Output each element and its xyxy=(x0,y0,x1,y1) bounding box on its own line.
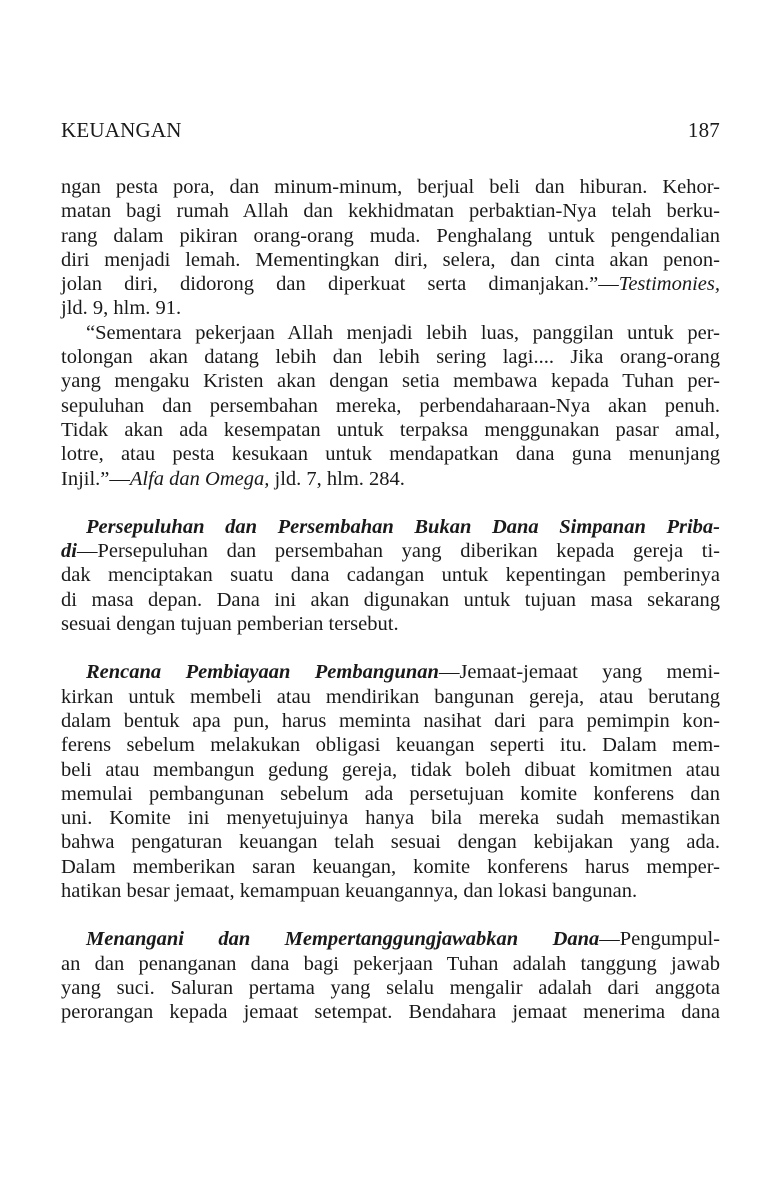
text-line xyxy=(61,272,720,296)
text-line xyxy=(61,660,720,684)
text-line: sepuluhan dan persembahan mereka, perbendaharaan-Nya akan penuh. xyxy=(61,394,720,417)
text-line: yang mengaku Kristen akan dengan setia membawa kepada Tuhan per- xyxy=(61,370,720,393)
text-line: “Sementara pekerjaan Allah menjadi lebih luas, panggilan untuk per- xyxy=(86,321,720,344)
quote-paragraph xyxy=(61,321,720,491)
section-heading: Persepuluhan dan Persembahan Bukan Dana Simpanan Priba- xyxy=(86,515,720,538)
text-line: matan bagi rumah Allah dan kekhidmatan perbaktian-Nya telah berku- xyxy=(61,200,720,223)
text-line: hatikan besar jemaat, kemampuan keuangannya, dan lokasi bangunan. xyxy=(61,880,638,903)
text-line: di masa depan. Dana ini akan digunakan untuk tujuan masa sekarang xyxy=(61,588,720,611)
text-segment: jld. 7, hlm. 284. xyxy=(269,467,405,490)
text-line xyxy=(61,927,720,951)
running-header xyxy=(61,118,720,143)
text-line xyxy=(61,539,720,563)
text-line: ngan pesta pora, dan minum-minum, berjual beli dan hiburan. Kehor- xyxy=(61,176,720,198)
paragraph-continuation xyxy=(61,175,720,321)
text-line: memulai pembangunan sebelum ada persetujuan komite konferens dan xyxy=(61,782,720,805)
text-line: beli atau membangun gedung gereja, tidak boleh dibuat komitmen atau xyxy=(61,758,720,781)
text-line: lotre, atau pesta kesukaan untuk mendapatkan dana guna menunjang xyxy=(61,443,720,466)
text-line: diri menjadi lemah. Mementingkan diri, selera, dan cinta akan penon- xyxy=(61,248,720,271)
text-line: yang suci. Saluran pertama yang selalu mengalir adalah dari anggota xyxy=(61,976,720,999)
text-segment: jolan diri, didorong dan diperkuat serta dimanjakan.”— xyxy=(61,273,619,296)
text-segment: —Pengumpul- xyxy=(599,928,720,951)
section-tithes-offerings xyxy=(61,515,720,636)
text-line: tolongan akan datang lebih dan lebih sering lagi.... Jika orang-orang xyxy=(61,346,720,369)
text-line: Tidak akan ada kesempatan untuk terpaksa menggunakan pasar amal, xyxy=(61,418,720,441)
text-line: jld. 9, hlm. 91. xyxy=(61,297,182,320)
text-segment: —Jemaat-jemaat yang memi- xyxy=(438,661,720,684)
citation-title: Testimonies, xyxy=(618,273,720,296)
text-line: uni. Komite ini menyetujuinya hanya bila mereka sudah memastikan xyxy=(61,807,720,830)
citation-title: Alfa dan Omega, xyxy=(129,467,270,490)
text-line: dak menciptakan suatu dana cadangan untuk kepentingan pemberinya xyxy=(61,564,720,587)
text-segment: —Persepuluhan dan persembahan yang diberikan kepada gereja ti- xyxy=(76,540,720,563)
text-line: sesuai dengan tujuan pemberian tersebut. xyxy=(61,613,399,636)
page-body xyxy=(61,175,720,1025)
section-heading: Menangani dan Mempertanggungjawabkan Dana xyxy=(86,928,600,951)
page-number: 187 xyxy=(687,118,720,142)
text-line: ferens sebelum melakukan obligasi keuangan seperti itu. Dalam mem- xyxy=(61,734,720,757)
section-handling-funds xyxy=(61,927,720,1024)
text-line: kirkan untuk membeli atau mendirikan bangunan gereja, atau berutang xyxy=(61,685,720,708)
text-line: an dan penanganan dana bagi pekerjaan Tuhan adalah tanggung jawab xyxy=(61,952,720,975)
text-line: rang dalam pikiran orang-orang muda. Penghalang untuk pengendalian xyxy=(61,224,720,247)
text-line: perorangan kepada jemaat setempat. Bendahara jemaat menerima dana xyxy=(61,1001,720,1024)
section-heading: di xyxy=(61,540,77,563)
text-line: dalam bentuk apa pun, harus meminta nasihat dari para pemimpin kon- xyxy=(61,709,720,732)
chapter-title: KEUANGAN xyxy=(61,118,182,142)
text-line xyxy=(61,515,720,539)
text-line: bahwa pengaturan keuangan telah sesuai dengan kebijakan yang ada. xyxy=(61,831,720,854)
section-heading: Rencana Pembiayaan Pembangunan xyxy=(86,661,439,684)
section-building-finance xyxy=(61,660,720,903)
text-line xyxy=(61,467,720,491)
text-segment: Injil.”— xyxy=(61,467,130,490)
text-line: Dalam memberikan saran keuangan, komite konferens harus memper- xyxy=(61,855,720,878)
